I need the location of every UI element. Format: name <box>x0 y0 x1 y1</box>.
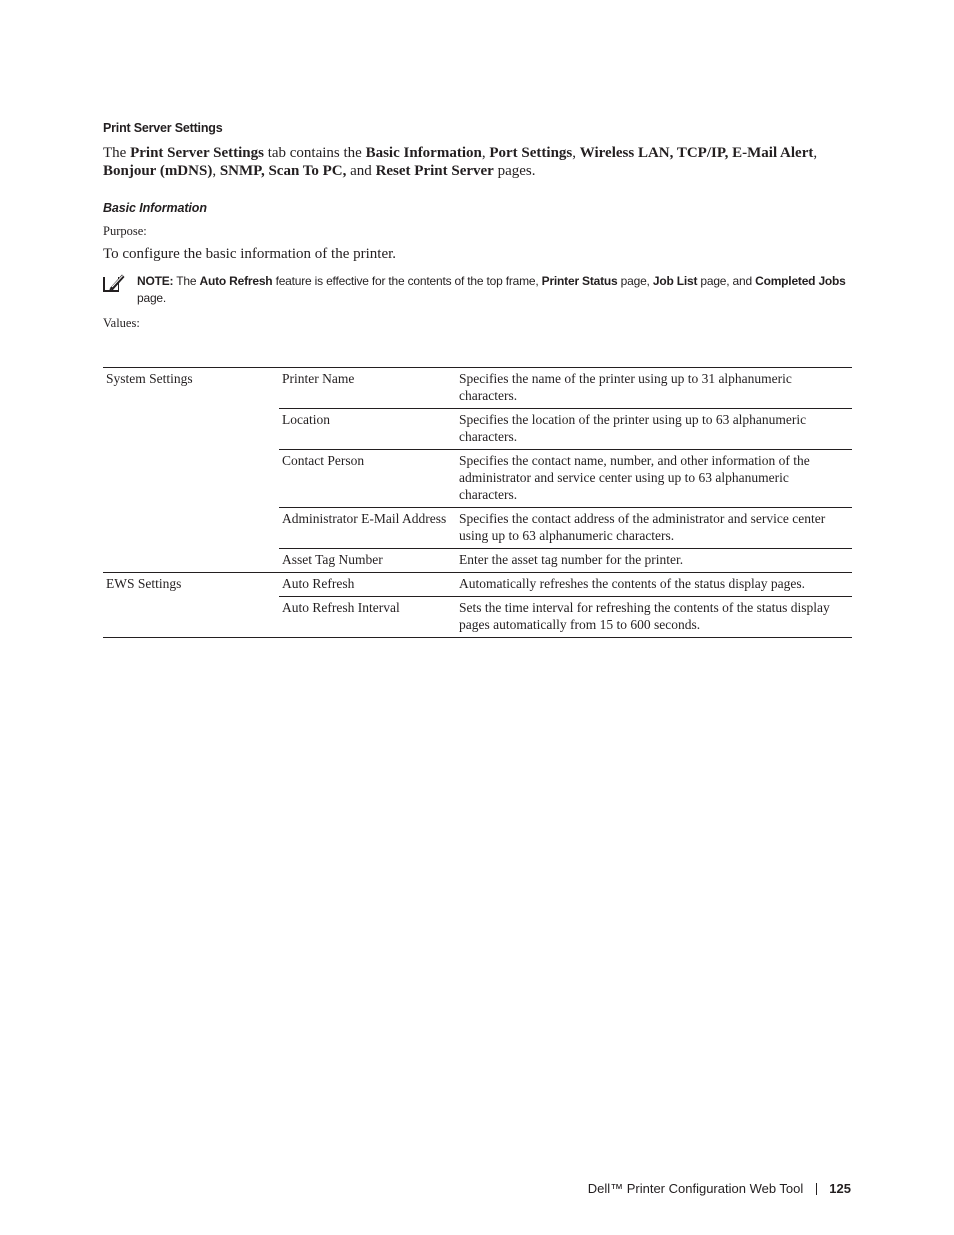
intro-bold-term: Bonjour (mDNS) <box>103 163 213 179</box>
intro-text: , <box>572 145 580 161</box>
setting-name: Administrator E-Mail Address <box>279 508 456 549</box>
pencil-note-icon <box>103 273 125 293</box>
note-fragment: page, <box>617 274 653 288</box>
note-fragment: page, and <box>697 274 756 288</box>
intro-text: and <box>346 163 376 179</box>
table-row <box>103 368 852 409</box>
intro-bold-term: Basic Information <box>365 145 482 161</box>
setting-description: Specifies the name of the printer using up to 31 alphanumeric characters. <box>456 368 852 409</box>
intro-paragraph <box>103 144 855 180</box>
intro-bold-term: Wireless LAN, TCP/IP, E-Mail Alert <box>579 145 814 161</box>
note-bold-term: Job List <box>652 274 698 288</box>
intro-text: tab contains the <box>263 145 366 161</box>
page-footer <box>588 1181 851 1196</box>
intro-bold-term: Port Settings <box>489 145 573 161</box>
intro-bold-term: SNMP, Scan To PC, <box>219 163 347 179</box>
setting-description: Specifies the location of the printer using up to 63 alphanumeric characters. <box>456 409 852 450</box>
note-fragment: feature is effective for the contents of the top frame, <box>272 274 542 288</box>
footer-title: Dell™ Printer Configuration Web Tool <box>587 1181 804 1196</box>
intro-text: , <box>813 145 818 161</box>
values-label: Values: <box>103 316 140 330</box>
intro-text: The <box>103 145 131 161</box>
setting-name: Asset Tag Number <box>279 549 456 573</box>
section-heading: Print Server Settings <box>103 121 223 135</box>
intro-bold-term: Reset Print Server <box>375 163 494 179</box>
subheading-basic-information: Basic Information <box>103 201 207 215</box>
table-row <box>103 573 852 597</box>
group-name: EWS Settings <box>103 573 279 638</box>
setting-name: Printer Name <box>279 368 456 409</box>
setting-name: Auto Refresh Interval <box>279 597 456 638</box>
setting-name: Auto Refresh <box>279 573 456 597</box>
intro-text: pages. <box>493 163 536 179</box>
setting-description: Specifies the contact address of the administrator and service center using up to 63 alphanumeric characters. <box>456 508 852 549</box>
setting-description: Sets the time interval for refreshing the contents of the status display pages automatically from 15 to 600 seconds. <box>456 597 852 638</box>
note-text <box>137 273 853 307</box>
values-table <box>103 367 852 638</box>
note-label: NOTE: <box>137 274 174 288</box>
intro-text: , <box>212 163 220 179</box>
setting-name: Contact Person <box>279 450 456 508</box>
purpose-label: Purpose: <box>103 224 147 238</box>
purpose-text: To configure the basic information of the printer. <box>103 246 397 262</box>
setting-name: Location <box>279 409 456 450</box>
setting-description: Specifies the contact name, number, and other information of the administrator and service center using up to 63 alphanumeric characters. <box>456 450 852 508</box>
page-number: 125 <box>829 1181 851 1196</box>
note-bold-term: Auto Refresh <box>199 274 273 288</box>
note-bold-term: Completed Jobs <box>755 274 846 288</box>
note-fragment: The <box>173 274 200 288</box>
setting-description: Automatically refreshes the contents of the status display pages. <box>456 573 852 597</box>
setting-description: Enter the asset tag number for the printer. <box>456 549 852 573</box>
note-bold-term: Printer Status <box>541 274 618 288</box>
footer-separator <box>816 1183 817 1195</box>
note-fragment: page. <box>137 291 167 305</box>
intro-bold-term: Print Server Settings <box>130 145 264 161</box>
group-name: System Settings <box>103 368 279 573</box>
intro-text: , <box>481 145 490 161</box>
